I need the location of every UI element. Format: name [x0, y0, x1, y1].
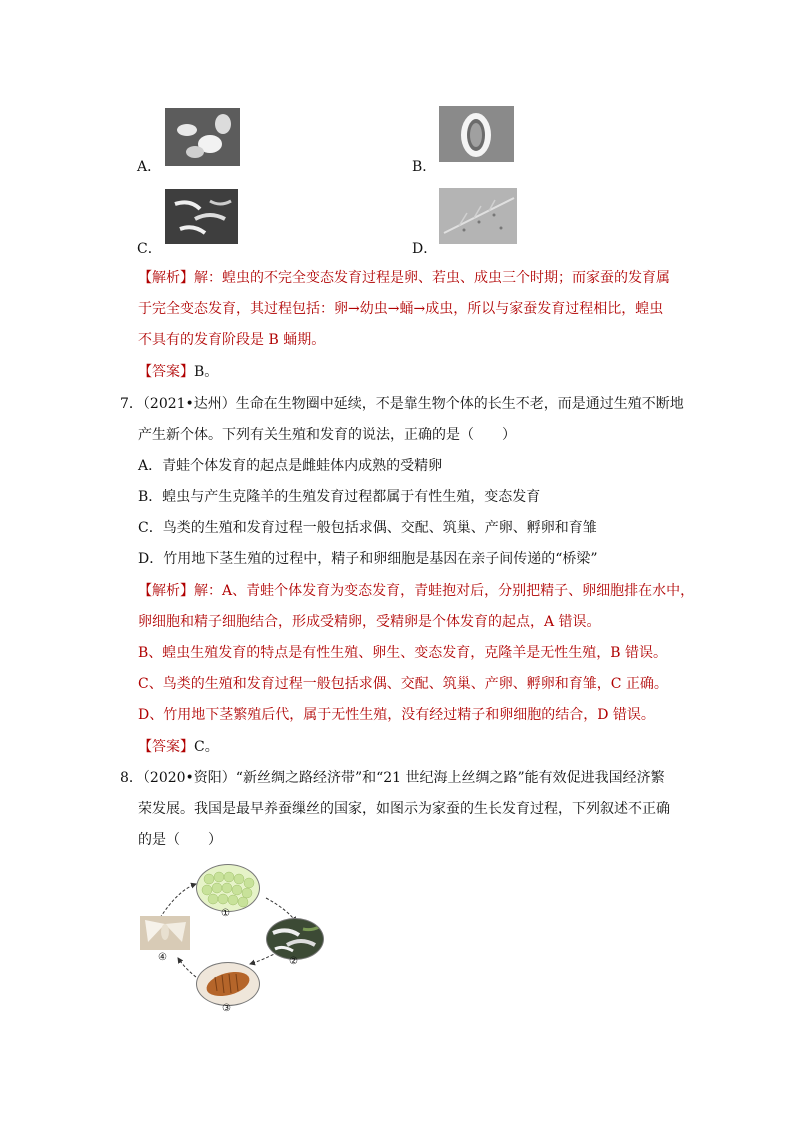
leaf-eggs-photo — [439, 188, 517, 244]
q7-answer: 【答案】C。 — [138, 739, 219, 755]
analysis-tag: 【解析】 — [138, 583, 194, 599]
larvae-photo — [165, 189, 238, 244]
pupa-icon — [197, 963, 259, 1005]
q8-stem-line-3: 的是（ ） — [138, 832, 222, 848]
option-b-label: B． — [412, 159, 437, 175]
eggs-icon — [197, 865, 259, 911]
q6-analysis-line-2: 于完全变态发育，其过程包括：卵→幼虫→蛹→成虫，所以与家蚕发育过程相比，蝗虫 — [138, 301, 664, 317]
option-c-label: C． — [137, 241, 162, 257]
q6-answer: 【答案】B。 — [138, 364, 219, 380]
option-c-image — [165, 189, 238, 244]
stage-label-4: ④ — [158, 952, 167, 963]
option-b-image — [439, 106, 514, 162]
stage-label-3: ③ — [222, 1003, 231, 1014]
q7-analysis-line-2: 卵细胞和精子细胞结合，形成受精卵，受精卵是个体发育的起点，A 错误。 — [138, 614, 601, 630]
stage-label-2: ② — [289, 956, 298, 967]
q7-option-a: A．青蛙个体发育的起点是雌蛙体内成熟的受精卵 — [138, 458, 443, 474]
q7-analysis-line-1: 【解析】解：A、青蛙个体发育为变态发育，青蛙抱对后，分别把精子、卵细胞排在水中， — [138, 583, 695, 599]
answer-tag: 【答案】 — [138, 739, 194, 755]
larvae-icon — [267, 919, 323, 959]
analysis-tag: 【解析】 — [138, 270, 194, 286]
q7-option-d: D．竹用地下茎生殖的过程中，精子和卵细胞是基因在亲子间传递的“桥梁” — [138, 551, 598, 567]
q7-stem-line-2: 产生新个体。下列有关生殖和发育的说法，正确的是（ ） — [138, 427, 516, 443]
q8-stem-line-1: 8．（2020•资阳）“新丝绸之路经济带”和“21 世纪海上丝绸之路”能有效促进我国经济繁 — [120, 770, 665, 786]
option-d-label: D． — [412, 241, 438, 257]
q7-option-b: B．蝗虫与产生克隆羊的生殖发育过程都属于有性生殖，变态发育 — [138, 489, 541, 505]
larvae-image — [266, 918, 324, 960]
pupa-photo — [439, 106, 514, 162]
q8-stem-line-2: 荣发展。我国是最早养蚕缫丝的国家，如图示为家蚕的生长发育过程，下列叙述不正确 — [138, 801, 670, 817]
silkworm-moth-eggs-photo — [165, 108, 240, 166]
option-a-label: A． — [137, 159, 162, 175]
q7-analysis-line-3: B、蝗虫生殖发育的特点是有性生殖、卵生、变态发育，克隆羊是无性生殖，B 错误。 — [138, 645, 668, 661]
moth-image — [140, 916, 190, 950]
option-a-image — [165, 108, 240, 166]
q7-analysis-line-5: D、竹用地下茎繁殖后代，属于无性生殖，没有经过精子和卵细胞的结合，D 错误。 — [138, 707, 655, 723]
option-d-image — [439, 188, 517, 244]
pupa-image — [196, 962, 260, 1006]
q6-analysis-line-3: 不具有的发育阶段是 B 蛹期。 — [138, 332, 326, 348]
q7-stem-line-1: 7．（2021•达州）生命在生物圈中延续，不是靠生物个体的长生不老，而是通过生殖不断地 — [120, 396, 684, 412]
q7-option-c: C．鸟类的生殖和发育过程一般包括求偶、交配、筑巢、产卵、孵卵和育雏 — [138, 520, 597, 536]
q7-analysis-line-4: C、鸟类的生殖和发育过程一般包括求偶、交配、筑巢、产卵、孵卵和育雏，C 正确。 — [138, 676, 668, 692]
silkworm-lifecycle-diagram — [138, 860, 328, 1020]
stage-label-1: ① — [221, 908, 230, 919]
eggs-image — [196, 864, 260, 912]
answer-tag: 【答案】 — [138, 364, 194, 380]
q6-analysis-line-1: 【解析】解：蝗虫的不完全变态发育过程是卵、若虫、成虫三个时期；而家蚕的发育属 — [138, 270, 670, 286]
moth-icon — [140, 916, 190, 950]
